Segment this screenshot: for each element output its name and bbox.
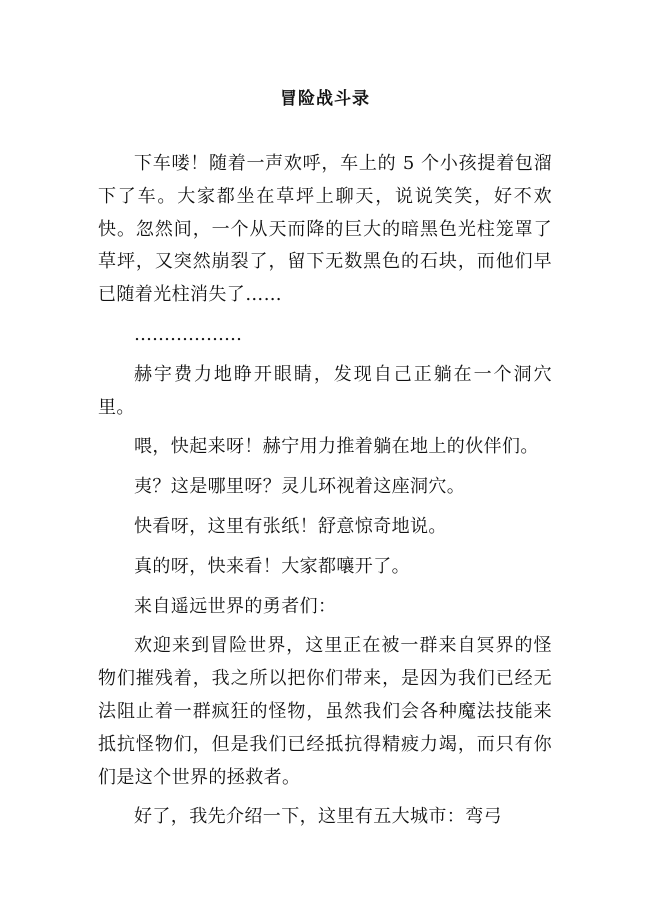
paragraph-letter-body: 欢迎来到冒险世界，这里正在被一群来自冥界的怪物们摧残着，我之所以把你们带来，是因为我们已经无法阻止着一群疯狂的怪物，虽然我们会各种魔法技能来抵抗怪物们，但是我们已经抵抗得精疲力竭，而只有你们是这个世界的拯救者。 [98,635,552,788]
paragraph-heyu-wakes: 赫宇费力地睁开眼睛，发现自己正躺在一个洞穴里。 [98,363,552,418]
paragraph-five-cities: 好了，我先介绍一下，这里有五大城市：弯弓 [134,806,502,828]
paragraph-shuyi-paper: 快看呀，这里有张纸！舒意惊奇地说。 [134,515,447,537]
paragraph-arrival: 下车喽！随着一声欢呼，车上的 5 个小孩提着包溜下了车。大家都坐在草坪上聊天，说说笑笑，好不欢快。忽然间，一个从天而降的巨大的暗黑色光柱笼罩了草坪，又突然崩裂了，留下无数黑色的石块，而他们早已随着光柱消失了…… [98,153,552,306]
story-body [98,148,552,841]
paragraph-hening-pushes: 喂，快起来呀！赫宁用力推着躺在地上的伙伴们。 [134,436,539,458]
paragraph-everyone-shouts: 真的呀，快来看！大家都嚷开了。 [134,555,410,577]
paragraph-ellipsis: ……………… [134,323,242,345]
paragraph-linger-looks: 夷？这是哪里呀？灵儿环视着这座洞穴。 [134,476,466,498]
document-title: 冒险战斗录 [280,89,370,109]
paragraph-letter-greeting: 来自遥远世界的勇者们： [134,595,337,617]
